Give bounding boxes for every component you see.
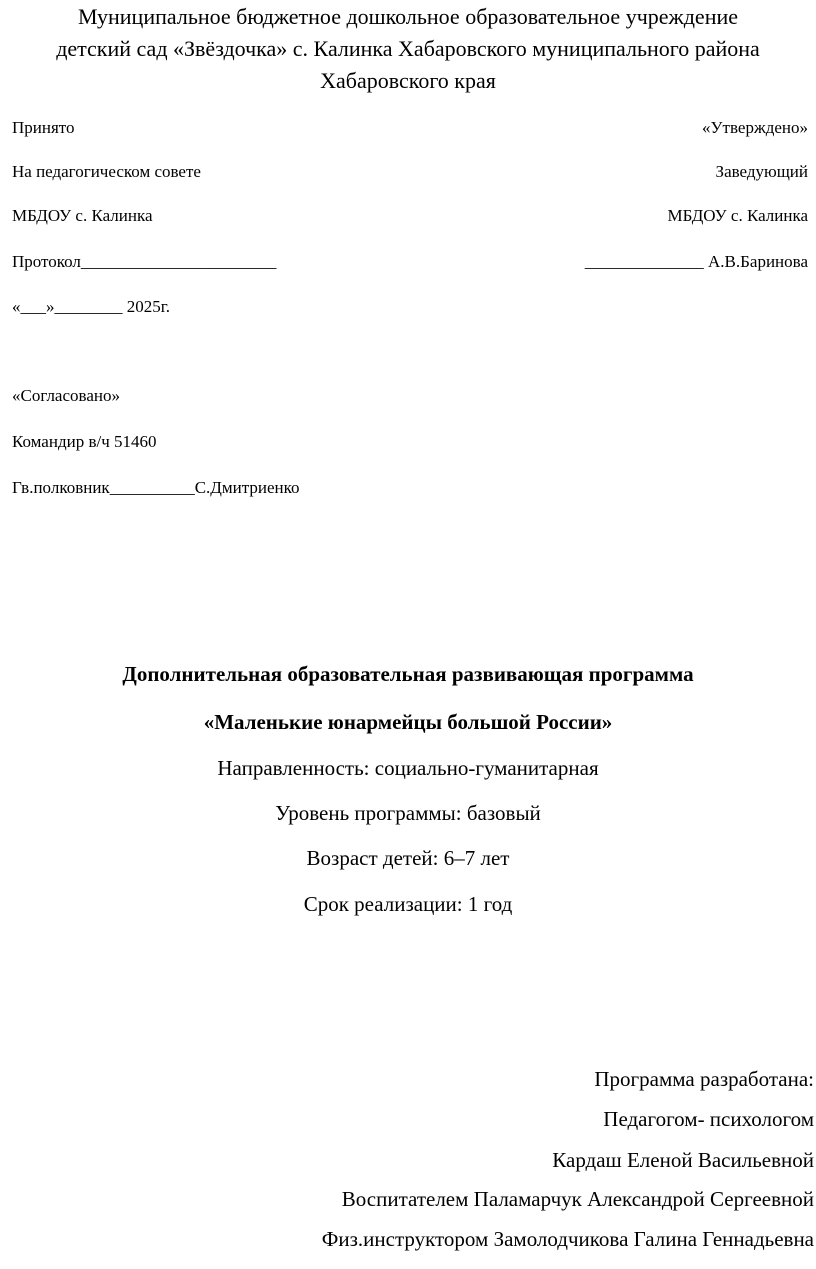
program-level: Уровень программы: базовый (275, 801, 541, 825)
program-age: Возраст детей: 6–7 лет (306, 846, 510, 870)
approved-org: МБДОУ с. Калинка (667, 206, 808, 225)
accepted-org: МБДОУ с. Калинка (12, 206, 153, 225)
institution-name-line2: детский сад «Звёздочка» с. Калинка Хабаровского муниципального района (56, 36, 760, 61)
approved-label: «Утверждено» (702, 118, 808, 137)
developers-heading: Программа разработана: (594, 1067, 814, 1091)
program-title: Дополнительная образовательная развивающая программа (122, 662, 694, 686)
accepted-council: На педагогическом совете (12, 162, 201, 181)
agreed-label: «Согласовано» (12, 386, 120, 405)
program-term: Срок реализации: 1 год (303, 892, 513, 916)
approved-position: Заведующий (715, 162, 808, 181)
agreed-commander: Командир в/ч 51460 (12, 432, 157, 451)
accepted-protocol: Протокол_______________________ (12, 252, 277, 271)
accepted-date: «___»________ 2025г. (12, 297, 171, 316)
developer-line1: Педагогом- психологом (603, 1107, 814, 1131)
developer-line4: Физ.инструктором Замолодчикова Галина Геннадьевна (321, 1227, 814, 1251)
program-direction: Направленность: социально-гуманитарная (217, 756, 599, 780)
approved-signature: ______________ А.В.Баринова (584, 252, 808, 271)
program-name: «Маленькие юнармейцы большой России» (203, 710, 613, 734)
agreed-signature: Гв.полковник__________С.Дмитриенко (12, 478, 300, 497)
developer-line3: Воспитателем Паламарчук Александрой Сергеевной (341, 1187, 814, 1211)
institution-name-line1: Муниципальное бюджетное дошкольное образовательное учреждение (78, 4, 738, 29)
developer-line2: Кардаш Еленой Васильевной (552, 1148, 814, 1172)
accepted-label: Принято (12, 118, 75, 137)
institution-name-line3: Хабаровского края (320, 68, 496, 93)
